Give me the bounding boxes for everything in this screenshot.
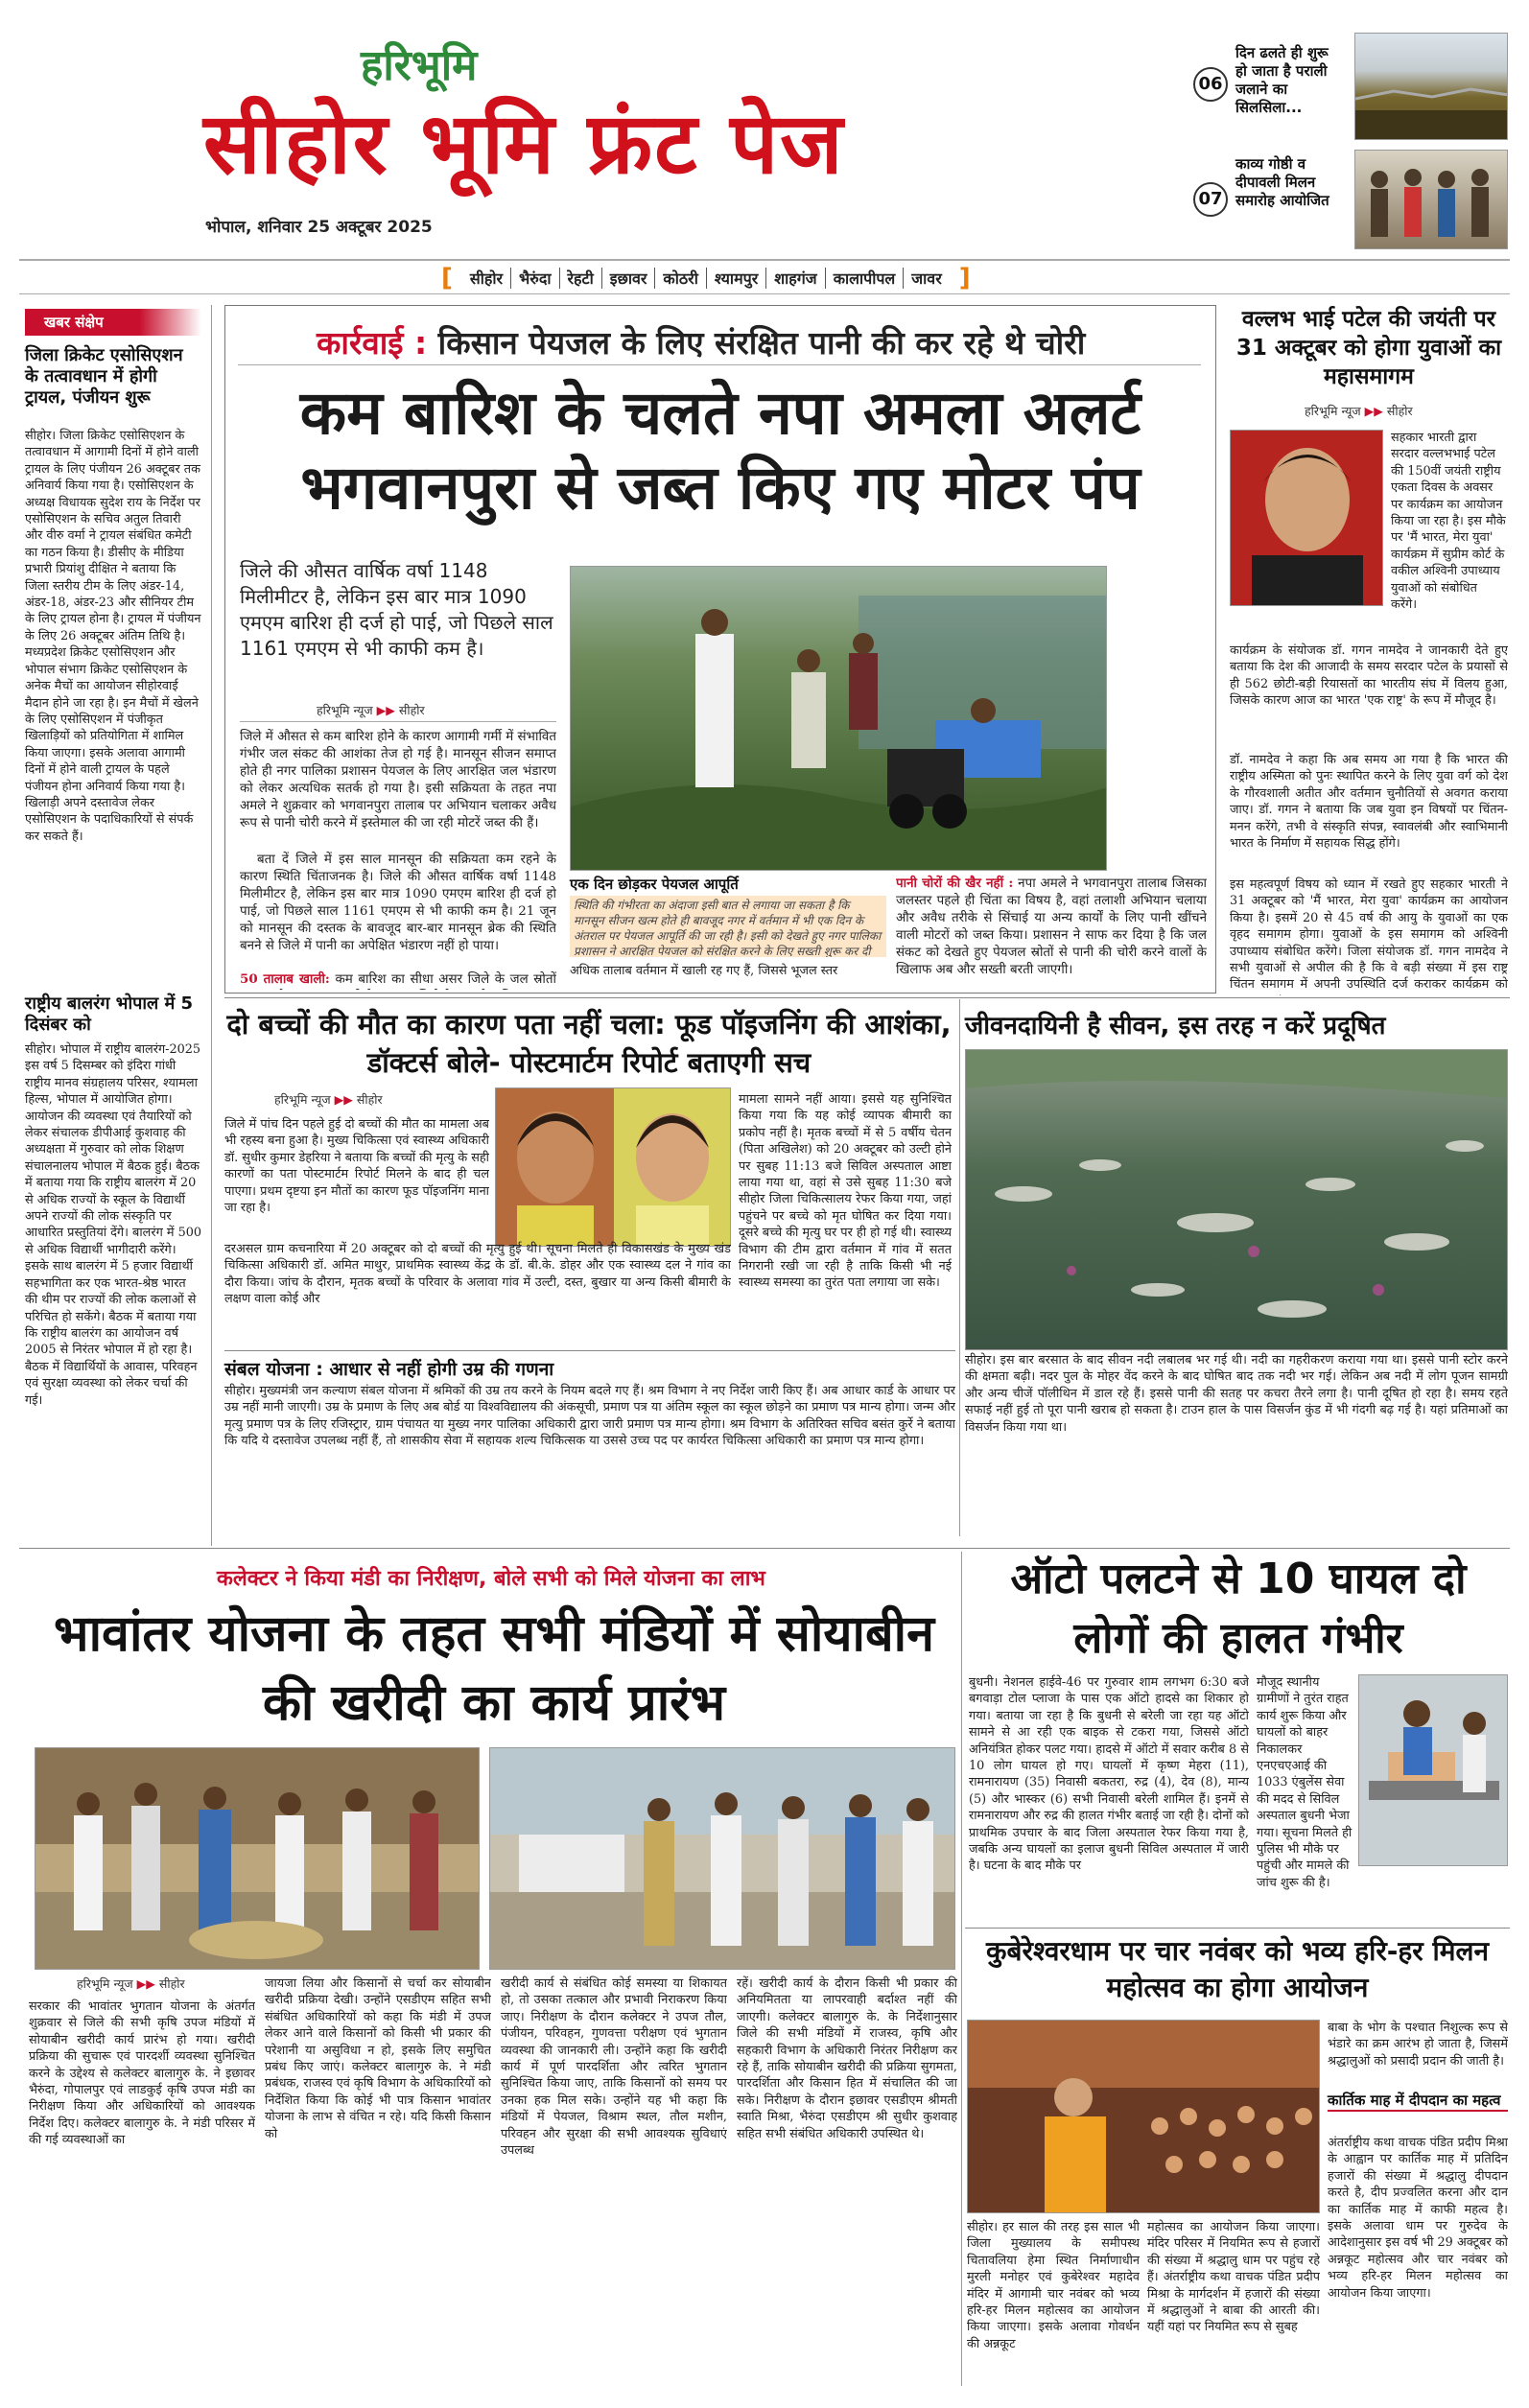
nav-rule xyxy=(19,293,1510,294)
teaser-photo xyxy=(1354,33,1508,140)
sidebar-story-1-body: सीहोर। जिला क्रिकेट एसोसिएशन के तत्वावधान में आगामी दिनों में होने वाली ट्रायल के लिए पंजीयन 26 अक्टूबर तक अनिवार्य किया गया है। एसोसिएशन के अध्यक्ष विधायक सुदेश राय के निर्देश पर एसोसिएशन के सचिव अतुल तिवारी और वीरु वर्मा ने ट्रायल संबंधित कमेटी का गठन किया है। डीसीए के मीडिया प्रभारी प्रियांशु दीक्षित ने बताया कि जिला स्तरीय टीम के लिए अंडर-14, अंडर-18, अंडर-23 और सीनियर टीम के लिए ट्रायल होना है। ट्रायल में पंजीयन के लिए 26 अक्टूबर अंतिम तिथि है। मध्यप्रदेश क्रिकेट एसोसिएशन और भोपाल संभाग क्रिकेट एसोसिएशन के अनेक मैचों का आयोजन सीहोरवाई मैदान होने जा रहा है। इन मैचों में खेलने के लिए एसोसिएशन में पंजीकृत खिलाड़ियों को प्रतियोगिता में शामिल किया जाएगा। इसके अलावा आगामी दिनों में होने वाली ट्रायल के पहले पंजीयन होना अनिवार्य किया गया है। खिलाड़ी अपने दस्तावेज लेकर एसोसिएशन के पदाधिकारियों से संपर्क कर सकते हैं। xyxy=(25,429,201,844)
patel-photo xyxy=(1230,430,1383,606)
children-body-a: जिले में पांच दिन पहले हुई दो बच्चों की मौत का मामला अब भी रहस्य बना हुआ है। मुख्य चिकित्सा एवं स्वास्थ्य अधिकारी डॉ. सुधीर कुमार डेहरिया ने बताया कि बच्चों की मृत्यु के सही कारणों का पता पोस्टमार्टम रिपोर्ट मिलने के बाद ही चल पाएगा। प्रथम दृष्टया इन मौतों का कारण फूड पॉइजनिंग माना जा रहा है। xyxy=(224,1117,489,1216)
nav-item[interactable]: सीहोर xyxy=(462,268,511,289)
mandi-col-1: सरकार की भावांतर भुगतान योजना के अंतर्गत शुक्रवार से जिले की सभी कृषि उपज मंडियों में सोयाबीन खरीदी कार्य प्रारंभ हो गया। खरीदी प्रक्रिया की सुचारू एवं पारदर्शी व्यवस्था सुनिश्चित करने के उद्देश्य से कलेक्टर बालागुरु के. ने इछावर भैरुंदा, गोपालपुर एवं लाडकुई कृषि उपज मंडी का निरीक्षण किया और अधिकारियों को आवश्यक निर्देश दिए। कलेक्टर बालागुरु के. ने मंडी परिसर में की गई व्यवस्थाओं का xyxy=(29,1999,255,2148)
children-body-c: मामला सामने नहीं आया। इससे यह सुनिश्चित किया गया कि यह कोई व्यापक बीमारी का प्रकोप नहीं है। मृतक बच्चों में से 5 वर्षीय चेतन (पिता अखिलेश) को 20 अक्टूबर को उल्टी होने पर सुबह 11:13 बजे सिविल अस्पताल आष्टा लाया गया था, वहां से उसे सुबह 11:30 बजे सीहोर जिला चिकित्सालय रेफर किया गया, जहां पहुंचने पर बच्चे को मृत घोषित कर दिया गया। दूसरे बच्चे की मृत्यु घर पर ही हो गई थी। स्वास्थ्य विभाग की टीम द्वारा वर्तमान में गांव में सतत निगरानी रखी जा रही है ताकि किसी भी नई स्वास्थ्य समस्या का तुरंत पता लगाया जा सके। xyxy=(739,1092,952,1291)
collector-visit-illustration xyxy=(490,1748,955,1970)
mandi-col-3: खरीदी कार्य से संबंधित कोई समस्या या शिकायत हो, तो उसका तत्काल और प्रभावी निराकरण किया जाए। निरीक्षण के दौरान कलेक्टर ने उपज तौल, पंजीयन, परिवहन, गुणवत्ता परीक्षण एवं भुगतान व्यवस्था की जानकारी ली। उन्होंने कहा कि खरीदी कार्य में पूर्ण पारदर्शिता और त्वरित भुगतान सुनिश्चित किया जाए, ताकि किसानों को समय पर उनका हक मिल सके। उन्होंने यह भी कहा कि मंडियों में पेयजल, विश्राम स्थल, तौल मशीन, परिवहन और सुरक्षा की सभी आवश्यक सुविधाएं उपलब्ध xyxy=(501,1976,727,2159)
hospital-injured-illustration xyxy=(1359,1675,1508,1866)
lead-body-a: जिले में औसत से कम बारिश होने के कारण आगामी गर्मी में संभावित गंभीर जल संकट की आशंका तेज हो गई है। मानसून सीजन समाप्त होते ही नगर पालिका प्रशासन पेयजल के लिए आरक्षित जल भंडारण को लेकर अत्यधिक सतर्क हो गया है। इसी सक्रियता के तहत नपा अमले ने शुक्रवार को भगवानपुरा तालाब पर अभियान चलाकर अवैध रूप से पानी चोरी करने में इस्तेमाल की जा रही मोटरें जब्त की हैं। xyxy=(240,730,556,830)
kuber-body-c: बाबा के भोग के पश्चात निशुल्क रूप से भंडारे का क्रम आरंभ हो जाता है, जिसमें श्रद्धालुओं को प्रसादी प्रदान की जाती है। xyxy=(1328,2021,1508,2069)
kuber-body-d: अंतर्राष्ट्रीय कथा वाचक पंडित प्रदीप मिश्रा के आह्वान पर कार्तिक माह में प्रतिदिन हजारों की संख्या में श्रद्धालु दीपदान करते है, दीप प्रज्वलित करना और दान का कार्तिक माह में काफी महत्व है। इसके अलावा धाम पर गुरुदेव के आदेशानुसार इस वर्ष भी 29 अक्टूबर को अन्नकूट महोत्सव और चार नवंबर को भव्य हरि-हर मिलन महोत्सव का आयोजन किया जाएगा। xyxy=(1328,2136,1508,2301)
mandi-col-4: रहें। खरीदी कार्य के दौरान किसी भी प्रकार की अनियमितता या लापरवाही बर्दाश्त नहीं की जाएगी। कलेक्टर बालागुरु के. के निर्देशानुसार जिले की सभी मंडियों में राजस्व, कृषि और सहकारी विभाग के अधिकारी निरंतर निरीक्षण कर रहे हैं, ताकि सोयाबीन खरीदी की प्रक्रिया सुगमता, पारदर्शिता और किसान हित में संचालित की जा सके। निरीक्षण के दौरान इछावर एसडीएम श्रीमती स्वाति मिश्रा, भैरुंदा एसडीएम श्री सुधीर कुशवाह सहित सभी संबंधित अधिकारी उपस्थित थे। xyxy=(737,1976,957,2141)
mandi-photo-1 xyxy=(35,1747,480,1970)
teaser-text: काव्य गोष्ठी व दीपावली मिलन समारोह आयोजित xyxy=(1235,155,1329,209)
masthead-title: सीहोर भूमि फ्रंट पेज xyxy=(203,94,845,193)
auto-photo xyxy=(1358,1674,1508,1866)
lead-kicker-rule xyxy=(238,364,1201,365)
teaser-2[interactable] xyxy=(1193,146,1510,259)
katha-event-illustration xyxy=(968,2021,1320,2213)
mandi-byline: हरिभूमि न्यूज ▶▶ सीहोर xyxy=(77,1976,185,1991)
field-fire-illustration xyxy=(1355,34,1508,140)
two-children-illustration xyxy=(496,1088,731,1247)
children-body-b: दरअसल ग्राम कचनारिया में 20 अक्टूबर को दो बच्चों की मृत्यु हुई थी। सूचना मिलते ही विकासखंड के मुख्य खंड चिकित्सा अधिकारी डॉ. अमित माथुर, प्राथमिक स्वास्थ्य केंद्र के डॉ. बी.के. डोहर और एक स्वास्थ्य दल ने गांव का दौरा किया। जांच के दौरान, मृतक बच्चों के परिवार के अलावा गांव में उल्टी, दस्त, बुखार या अन्य किसी बीमारी के लक्षण वाला कोई और xyxy=(224,1242,731,1307)
teaser-text: दिन ढलते ही शुरू हो जाता है पराली जलाने का सिलसिला... xyxy=(1235,44,1329,116)
nav-item[interactable]: श्यामपुर xyxy=(707,268,766,289)
lead-photo xyxy=(570,566,1107,871)
sambal-headline: संबल योजना : आधार से नहीं होगी उम्र की गणना xyxy=(224,1359,554,1380)
section-rule xyxy=(224,1350,955,1351)
teaser-photo xyxy=(1354,150,1508,249)
auto-body: बुधनी। नेशनल हाईवे-46 पर गुरुवार शाम लगभग 6:30 बजे बगवाड़ा टोल प्लाजा के पास एक ऑटो हादसे का शिकार हो गया। बताया जा रहा है कि बुधनी से बरेली जा रहा यह ऑटो सामने से आ रही एक बाइक से टकरा गया, जिससे ऑटो अनियंत्रित होकर पलट गया। हादसे में ऑटो में सवार करीब 8 से 10 लोग घायल हो गए। घायलों में कृष्ण मेहरा (11), रामनारायण (35) निवासी बकतरा, रुद्र (4), देव (8), मान्य (5) और भास्कर (6) सभी निवासी बरेली शामिल हैं। इनमें से रामनारायण और रुद्र की हालत गंभीर बताई जा रही है। दोनों को प्राथमिक उपचार के बाद जिला अस्पताल रेफर किया गया है, जबकि अन्य घायलों का इलाज बुधनी सिविल अस्पताल में जारी है। घटना के बाद मौके पर xyxy=(969,1675,1249,1874)
speaker-portrait-illustration xyxy=(1231,431,1383,606)
teaser-1[interactable] xyxy=(1193,33,1510,146)
sidebar-story-1-head: जिला क्रिकेट एसोसिएशन के तत्वावधान में होगी ट्रायल, पंजीयन शुरू xyxy=(25,345,183,408)
lead-summary: जिले की औसत वार्षिक वर्षा 1148 मिलीमीटर है, लेकिन इस बार मात्र 1090 एमएम बारिश ही दर्ज हो पाई, जो पिछले साल 1161 एमएम से भी काफी कम है। xyxy=(240,559,553,660)
people-group-illustration xyxy=(1355,151,1508,249)
lead-byline-rule xyxy=(240,721,556,722)
lead-body-c-end: अधिक तालाब वर्तमान में खाली रह गए हैं, जिससे भूजल स्तर xyxy=(570,964,838,978)
patel-body-b: कार्यक्रम के संयोजक डॉ. गगन नामदेव ने जानकारी देते हुए बताया कि देश की आजादी के समय सरदार पटेल के प्रयासों से ही 562 छोटी-बड़ी रियासतों का भारतीय संघ में विलय हुआ, जिसके कारण आज का भारत 'एक राष्ट्र' के रूप में मौजूद है। xyxy=(1230,643,1508,709)
children-photo xyxy=(495,1087,731,1247)
seevan-photo xyxy=(965,1049,1508,1350)
nav-bracket: ] xyxy=(958,264,971,292)
kuber-photo xyxy=(967,2020,1320,2213)
lead-byline: हरिभूमि न्यूज ▶▶ सीहोर xyxy=(317,703,425,717)
kuber-body-a: सीहोर। हर साल की तरह इस साल भी जिला मुख्यालय के समीपस्थ चितावलिया हेमा स्थित निर्माणाधीन मुरली मनोहर एवं कुबेरेश्वर महादेव मंदिर में आगामी चार नवंबर को भव्य हरि-हर मिलन महोत्सव का आयोजन किया जाएगा। इसके अलावा गोवर्धन की अन्नकूट xyxy=(967,2220,1140,2351)
patel-body-c: डॉ. नामदेव ने कहा कि अब समय आ गया है कि भारत की राष्ट्रीय अस्मिता को पुनः स्थापित करने के लिए युवा वर्ग को देश के गौरवशाली अतीत और वर्तमान चुनौतियों से अवगत कराया जाए। डॉ. गगन ने बताया कि जब युवा इन विषयों पर चिंतन-मनन करेंगे, तभी वे संस्कृति संपन्न, स्वावलंबी और स्वाभिमानी भारत के निर्माण में सहायक सिद्ध होंगे। xyxy=(1230,753,1508,852)
polluted-river-illustration xyxy=(966,1050,1508,1350)
lead-box-head: एक दिन छोड़कर पेयजल आपूर्ति xyxy=(570,875,886,898)
section-rule xyxy=(19,1548,1510,1549)
patel-body-a: सहकार भारती द्वारा सरदार वल्लभभाई पटेल की 150वीं जयंती राष्ट्रीय एकता दिवस के अवसर पर कार्यक्रम का आयोजन किया जा रहा है। इस मौके पर 'मैं भारत, मेरा युवा' कार्यक्रम में सुप्रीम कोर्ट के वकील अश्विनी उपाध्याय युवाओं को संबोधित करेंगे। xyxy=(1391,431,1506,613)
kuber-body-b: महोत्सव का आयोजन किया जाएगा। मंदिर परिसर में नियमित रूप से हजारों की संख्या में श्रद्धालु धाम पर पहुंच रहे हैं। अंतर्राष्ट्रीय कथा वाचक पंडित प्रदीप मिश्रा के मार्गदर्शन में हजारों की संख्या में श्रद्धालुओं ने बाबा की आरती की। यहीं यहां पर नियमित रूप से सुबह xyxy=(1147,2220,1320,2335)
column-divider xyxy=(961,1552,962,2386)
motor-pump-seizure-illustration xyxy=(571,567,1107,871)
sidebar-divider xyxy=(211,305,212,1546)
masthead-date: भोपाल, शनिवार 25 अक्टूबर 2025 xyxy=(205,218,433,237)
sidebar-label: खबर संक्षेप xyxy=(25,309,201,336)
masthead-logo: हरिभूमि xyxy=(361,41,478,90)
mandi-headline: भावांतर योजना के तहत सभी मंडियों में सोयाबीन की खरीदी का कार्य प्रारंभ xyxy=(54,1605,934,1732)
section-rule xyxy=(224,997,1510,998)
sambal-body: सीहोर। मुख्यमंत्री जन कल्याण संबल योजना में श्रमिकों की उम्र तय करने के नियम बदले गए हैं। श्रम विभाग ने नए निर्देश जारी किए हैं। अब आधार कार्ड के आधार पर उम्र नहीं मानी जाएगी। उम्र के प्रमाण के लिए अब बोर्ड या विश्वविद्यालय की अंकसूची, प्रमाण पत्र या अंतिम स्कूल का स्कूल छोड़ने का प्रमाण पत्र मान्य होगा। जन्म और मृत्यु प्रमाण पत्र के लिए रजिस्ट्रार, ग्राम पंचायत या मुख्य नगर पालिका अधिकारी द्वारा जारी प्रमाण पत्र मान्य होगा। श्रम विभाग के अतिरिक्त सचिव बसंत कुर्रे ने बताया कि यदि ये दस्तावेज उपलब्ध नहीं हैं, तो शासकीय सेवा में सहायक शल्य चिकित्सक या उससे उच्च पद पर कार्यरत चिकित्सा अधिकारी का प्रमाण पत्र मान्य होगा। xyxy=(224,1384,955,1449)
lead-kicker-label: कार्रवाई : xyxy=(317,324,428,362)
section-rule xyxy=(965,1928,1510,1929)
auto-body-b: मौजूद स्थानीय ग्रामीणों ने तुरंत राहत कार्य शुरू किया और घायलों को बाहर निकालकर एनएचएआई की 1033 एंबुलेंस सेवा की मदद से सिविल अस्पताल बुधनी भेजा गया। सूचना मिलते ही पुलिस भी मौके पर पहुंची और मामले की जांच शुरू की है। xyxy=(1257,1675,1353,1890)
mandi-kicker: कलेक्टर ने किया मंडी का निरीक्षण, बोले सभी को मिले योजना का लाभ xyxy=(217,1567,765,1591)
mandi-photo-2 xyxy=(489,1747,955,1970)
sidebar-story-2-head: राष्ट्रीय बालरंग भोपाल में 5 दिसंबर को xyxy=(25,994,194,1035)
nav-bar xyxy=(441,263,971,293)
lead-kicker-text: किसान पेयजल के लिए संरक्षित पानी की कर रहे थे चोरी xyxy=(437,324,1086,362)
kuber-sub: कार्तिक माह में दीपदान का महत्व xyxy=(1328,2091,1508,2112)
children-headline: दो बच्चों की मौत का कारण पता नहीं चला: फूड पॉइजनिंग की आशंका, डॉक्टर्स बोले- पोस्टमार्टम रिपोर्ट बताएगी सच xyxy=(226,1008,952,1079)
nav-bracket: [ xyxy=(441,264,453,292)
lead-kicker xyxy=(317,320,1085,363)
nav-item[interactable]: जावर xyxy=(911,269,942,288)
kuber-headline: कुबेरेश्वरधाम पर चार नवंबर को भव्य हरि-हर मिलन महोत्सव का होगा आयोजन xyxy=(986,1935,1489,2003)
nav-item[interactable]: कोठरी xyxy=(655,268,706,289)
lead-body-d: पानी चोरों की खैर नहीं : नपा अमले ने भगवानपुरा तालाब जिसका जलस्तर पहले ही चिंता का विषय है, वहां तलाशी अभियान चलाया और अवैध तरीके से सिंचाई या अन्य कार्यों के लिए पानी खींचने वाली मोटरों को जब्त किया। प्रशासन ने साफ कर दिया है कि जल संकट को देखते हुए पेयजल स्रोतों से पानी की चोरी करने वालों के खिलाफ अब और सख्ती बरती जाएगी। xyxy=(896,876,1207,977)
seevan-headline: जीवनदायिनी है सीवन, इस तरह न करें प्रदूषित xyxy=(965,1012,1386,1040)
nav-item[interactable]: कालापीपल xyxy=(826,268,905,289)
teaser-page-badge: 07 xyxy=(1193,182,1228,217)
nav-rule xyxy=(19,259,1510,261)
mandi-inspection-illustration xyxy=(35,1748,480,1970)
patel-byline: हरिभूमि न्यूज ▶▶ सीहोर xyxy=(1305,404,1413,418)
lead-body-c: 50 तालाब खाली: कम बारिश का सीधा असर जिले के जल स्रोतों xyxy=(240,971,556,987)
lead-headline: कम बारिश के चलते नपा अमला अलर्ट भगवानपुरा से जब्त किए गए मोटर पंप xyxy=(299,378,1141,523)
lead-body-b: बता दें जिले में इस साल मानसून की सक्रियता कम रहने के कारण स्थिति चिंताजनक है। जिले की औसत वार्षिक वर्षा 1148 मिलीमीटर है, लेकिन इस बार मात्र 1090 एमएम बारिश ही दर्ज हो पाई, जो पिछले साल 1161 एमएम से भी काफी कम है। 21 जून को मानसून की दस्तक के बावजूद बार-बार मानसून ब्रेक की स्थिति बनने से जिले में पानी का अपेक्षित भंडारण नहीं हो पाया। xyxy=(240,853,556,953)
nav-item[interactable]: रेहटी xyxy=(560,268,602,289)
mandi-col-2: जायजा लिया और किसानों से चर्चा कर सोयाबीन खरीदी प्रक्रिया देखी। उन्होंने एसडीएम सहित सभी संबंधित अधिकारियों को कहा कि मंडी में उपज लेकर आने वाले किसानों को किसी भी प्रकार की परेशानी या असुविधा न हो, इसके लिए समुचित प्रबंध किए जाएं। कलेक्टर बालागुरु के. ने मंडी प्रबंधक, राजस्व एवं कृषि विभाग के अधिकारियों को निर्देशित किया कि कोई भी पात्र किसान भावांतर योजना के लाभ से वंचित न रहे। यदि किसी किसान को xyxy=(265,1976,491,2141)
seevan-body: सीहोर। इस बार बरसात के बाद सीवन नदी लबालब भर गई थी। नदी का गहरीकरण कराया गया था। इससे पानी स्टोर करने की क्षमता बढ़ी। नदर पुल के मोहर वेंद करने के बाद घोषित बाद तक नदी भर गई। लेकिन अब नदी में लोग पूजन सामग्री और अन्य चीजें पॉलीथिन में डाल रहे हैं। इससे पानी की सतह पर कचरा तैरने लगा है। पानी दूषित हो रहा है। समय रहते सफाई नहीं हुई तो पूरा पानी खराब हो सकता है। टाउन हाल के पास विसर्जन कुंड में भी गंदगी बढ़ गई है। यहां प्रतिमाओं का विसर्जन किया गया था। xyxy=(965,1353,1508,1435)
lead-box-body: स्थिति की गंभीरता का अंदाजा इसी बात से लगाया जा सकता है कि मानसून सीजन खत्म होते ही बावजूद नगर में वर्तमान में भी एक दिन के अंतराल पर पेयजल आपूर्ति की जा रही है। इसी को देखते हुए नगर पालिका प्रशासन ने आरक्षित पेयजल को संरक्षित करने के लिए सख्ती शुरू कर दी xyxy=(570,896,886,957)
column-divider xyxy=(959,999,960,1536)
patel-body-d: इस महत्वपूर्ण विषय को ध्यान में रखते हुए सहकार भारती ने 31 अक्टूबर को 'मैं भारत, मेरा युवा' कार्यक्रम का आयोजन किया है। इसमें 20 से 45 वर्ष की आयु के युवाओं का एक वृहद समागम होगा। युवाओं के इस समागम को अश्विनी उपाध्याय संबोधित करेंगे। जिला संयोजक डॉ. गगन नामदेव ने सभी युवाओं से अपील की है कि वे बड़ी संख्या में इस राष्ट्र चिंतन समागम में अपनी उपस्थिति दर्ज कराकर कार्यक्रम को xyxy=(1230,877,1508,993)
patel-headline: वल्लभ भाई पटेल की जयंती पर 31 अक्टूबर को होगा युवाओं का महासमागम xyxy=(1235,307,1502,389)
sidebar-story-2-body: सीहोर। भोपाल में राष्ट्रीय बालरंग-2025 इस वर्ष 5 दिसम्बर को इंदिरा गांधी राष्ट्रीय मानव संग्रहालय परिसर, श्यामला हिल्स, भोपाल में आयोजित होगा। आयोजन की व्यवस्था एवं तैयारियों को लेकर संचालक डीपीआई कुशवाह की अध्यक्षता में गुरुवार को लोक शिक्षण संचालनालय भोपाल में बैठक हुई। बैठक में बताया गया कि राष्ट्रीय बालरंग में 20 से अधिक राज्यों के स्कूल के विद्यार्थी अपने राज्यों की लोक संस्कृति पर आधारित प्रस्तुतियां देंगे। बालरंग में 500 से अधिक विद्यार्थी भागीदारी करेंगे। इसके साथ बालरंग में 5 हजार विद्यार्थी सहभागिता कर एक भारत-श्रेष्ठ भारत की थीम पर राज्यों की लोक कलाओं से परिचित हो सकेंगे। बैठक में बताया गया कि राष्ट्रीय बालरंग का आयोजन वर्ष 2005 से निरंतर भोपाल में हो रहा है। बैठक में विद्यार्थियों के आवास, परिवहन एवं सुरक्षा व्यवस्था को लेकर चर्चा की गई। xyxy=(25,1042,201,1408)
nav-item[interactable]: शाहगंज xyxy=(766,268,825,289)
nav-item[interactable]: भैरुंदा xyxy=(511,268,559,289)
teaser-page-badge: 06 xyxy=(1193,67,1228,102)
nav-item[interactable]: इछावर xyxy=(602,268,656,289)
children-byline: हरिभूमि न्यूज ▶▶ सीहोर xyxy=(274,1092,383,1107)
auto-headline: ऑटो पलटने से 10 घायल दो लोगों की हालत गंभीर xyxy=(1010,1555,1467,1663)
